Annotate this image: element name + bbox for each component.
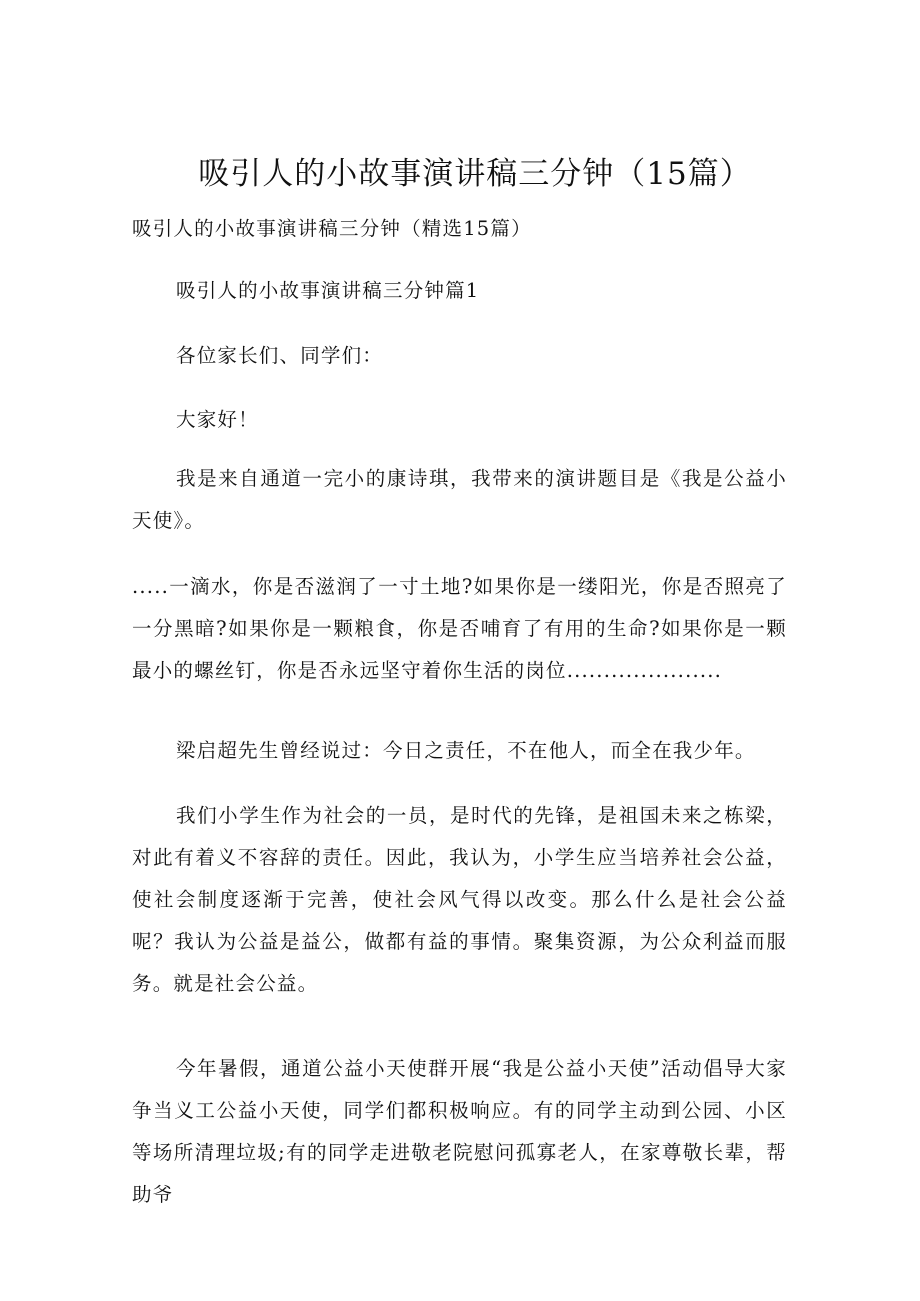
section-heading: 吸引人的小故事演讲稿三分钟篇1 (176, 279, 480, 302)
paragraph-quote: 梁启超先生曾经说过：今日之责任，不在他人，而全在我少年。 (176, 739, 756, 762)
paragraph-public-welfare: 我们小学生作为社会的一员，是时代的先锋，是祖国未来之栋梁，对此有着义不容辞的责任。因此，我认为，小学生应当培养社会公益，使社会制度逐渐于完善，使社会风气得以改变。那么什么是社会公益呢？我认为公益是益公，做都有益的事情。聚集资源，为公众利益而服务。就是社会公益。 (132, 804, 787, 995)
document-subtitle: 吸引人的小故事演讲稿三分钟（精选15篇） (132, 217, 532, 240)
paragraph-intro: 我是来自通道一完小的康诗琪，我带来的演讲题目是《我是公益小天使》。 (132, 467, 787, 532)
document-title: 吸引人的小故事演讲稿三分钟（15篇） (198, 156, 752, 192)
paragraph-summer-activity: 今年暑假，通道公益小天使群开展“我是公益小天使”活动倡导大家争当义工公益小天使，同学们都积极响应。有的同学主动到公园、小区等场所清理垃圾;有的同学走进敬老院慰问孤寡老人，在家尊敬长辈，帮助爷 (132, 1057, 787, 1206)
greeting-line: 各位家长们、同学们： (176, 344, 384, 367)
hello-line: 大家好！ (176, 408, 259, 431)
paragraph-water-drop: .....一滴水，你是否滋润了一寸土地?如果你是一缕阳光，你是否照亮了一分黑暗?如果你是一颗粮食，你是否哺育了有用的生命?如果你是一颗最小的螺丝钉，你是否永远坚守着你生活的岗位..................... (132, 575, 787, 682)
